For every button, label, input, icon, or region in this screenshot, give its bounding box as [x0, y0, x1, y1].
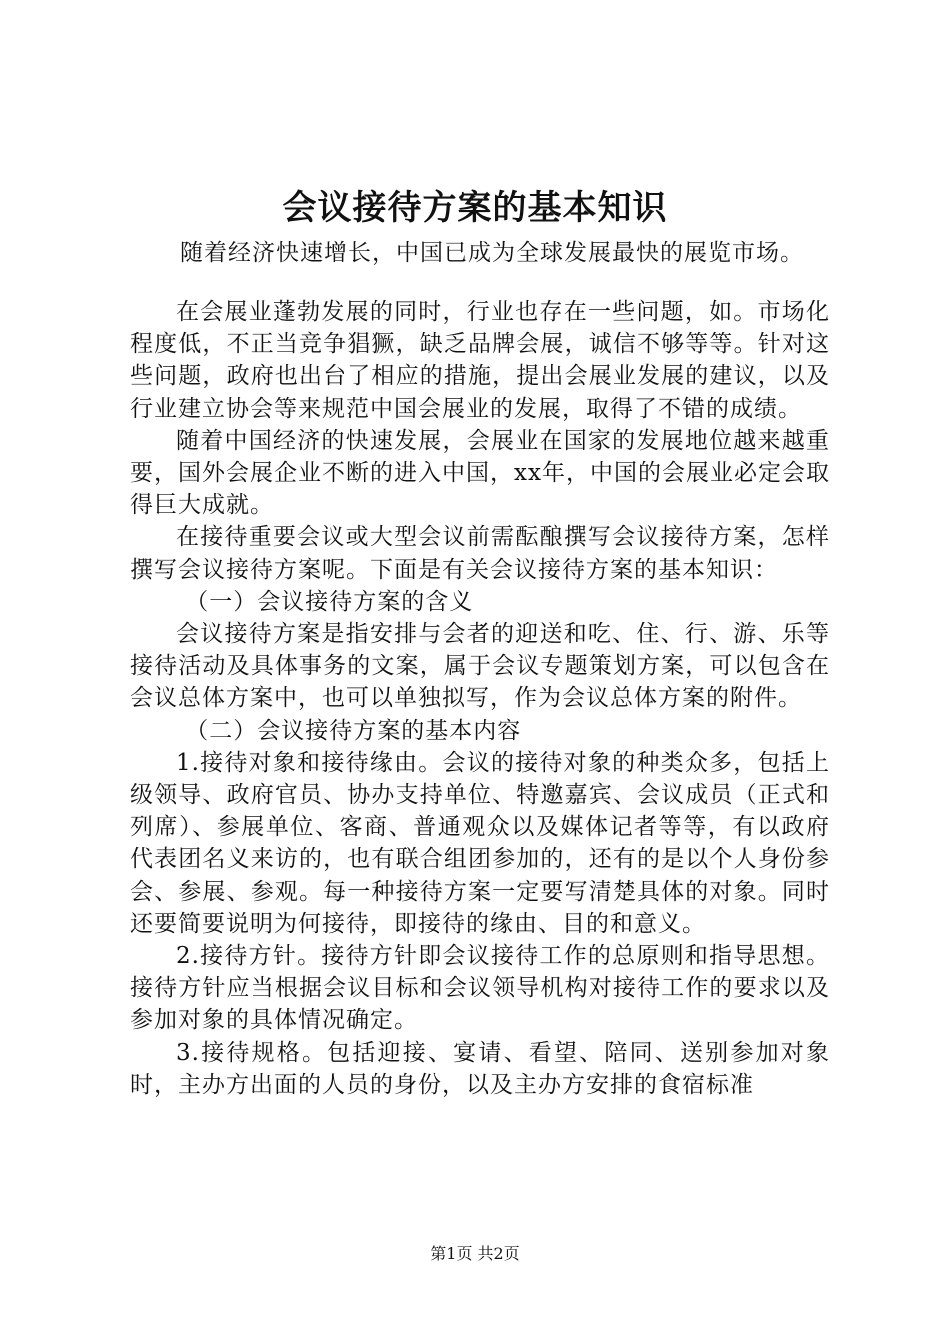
section-heading: （一）会议接待方案的含义: [185, 588, 474, 615]
paragraph: 3.接待规格。包括迎接、宴请、看望、陪同、送别参加对象时，主办方出面的人员的身份，以及主办方安排的食宿标准: [130, 1039, 830, 1098]
document-title: 会议接待方案的基本知识: [282, 188, 668, 228]
document-body: [130, 296, 830, 1101]
paragraph: 2.接待方针。接待方针即会议接待工作的总原则和指导思想。接待方针应当根据会议目标和会议领导机构对接待工作的要求以及参加对象的具体情况确定。: [130, 943, 830, 1034]
paragraph: 在会展业蓬勃发展的同时，行业也存在一些问题，如。市场化程度低，不正当竞争猖獗，缺乏品牌会展，诚信不够等等。针对这些问题，政府也出台了相应的措施，提出会展业发展的建议，以及行业建立协会等来规范中国会展业的发展，取得了不错的成绩。: [130, 299, 830, 422]
paragraph: 在接待重要会议或大型会议前需酝酿撰写会议接待方案，怎样撰写会议接待方案呢。下面是有关会议接待方案的基本知识：: [130, 524, 830, 583]
paragraph: 1.接待对象和接待缘由。会议的接待对象的种类众多，包括上级领导、政府官员、协办支持单位、特邀嘉宾、会议成员（正式和列席）、参展单位、客商、普通观众以及媒体记者等等，有以政府代表团名义来访的，也有联合组团参加的，还有的是以个人身份参会、参展、参观。每一种接待方案一定要写清楚具体的对象。同时还要简要说明为何接待，即接待的缘由、目的和意义。: [130, 749, 830, 937]
paragraph: 随着中国经济的快速发展，会展业在国家的发展地位越来越重要，国外会展企业不断的进入中国，xx年，中国的会展业必定会取得巨大成就。: [130, 427, 830, 519]
section-heading: （二）会议接待方案的基本内容: [185, 717, 522, 744]
lead-paragraph: 随着经济快速增长，中国已成为全球发展最快的展览市场。: [180, 240, 804, 266]
paragraph: 会议接待方案是指安排与会者的迎送和吃、住、行、游、乐等接待活动及具体事务的文案，属于会议专题策划方案，可以包含在会议总体方案中，也可以单独拟写，作为会议总体方案的附件。: [130, 621, 830, 712]
page-number-footer: 第1页 共2页: [430, 1244, 520, 1263]
